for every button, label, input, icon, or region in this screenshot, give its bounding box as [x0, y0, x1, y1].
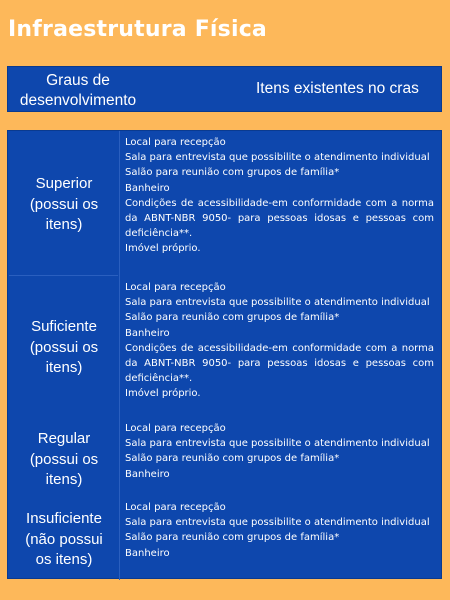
list-item: Salão para reunião com grupos de família*	[125, 167, 340, 179]
list-item: Banheiro	[125, 327, 170, 339]
grade-line: (possui os	[29, 450, 99, 468]
items-cell	[125, 500, 434, 561]
list-item: Banheiro	[125, 182, 170, 194]
grade-line: itens)	[45, 359, 83, 376]
grade-line: Superior	[35, 175, 93, 192]
list-item: Salão para reunião com grupos de família*	[125, 453, 340, 465]
list-item: Condições de acessibilidade-em conformidade com a norma da ABNT-NBR 9050- para pessoas idosas e pessoas com deficiência**.	[125, 342, 434, 385]
list-item: Condições de acessibilidade-em conformidade com a norma da ABNT-NBR 9050- para pessoas idosas e pessoas com deficiência**.	[125, 197, 434, 240]
column-divider	[119, 131, 120, 580]
grade-line: Insuficiente	[26, 510, 102, 527]
table-header	[7, 66, 442, 112]
list-item: Salão para reunião com grupos de família*	[125, 532, 340, 544]
list-item: Local para recepção	[125, 502, 226, 513]
list-item: Banheiro	[125, 547, 170, 559]
items-cell	[125, 280, 434, 402]
grade-line: os itens)	[35, 551, 93, 568]
header-grades-column	[8, 71, 148, 111]
list-item: Local para recepção	[125, 423, 226, 434]
grade-line: (não possui	[25, 530, 103, 548]
grade-line: (possui os	[29, 338, 99, 356]
header-grades-line-2: desenvolvimento	[19, 92, 137, 109]
header-grades-line-1: Graus de	[46, 72, 110, 89]
grade-cell	[10, 317, 118, 379]
row-divider	[9, 275, 118, 276]
list-item: Local para recepção	[125, 282, 226, 293]
header-items-column: Itens existentes no cras	[256, 80, 419, 97]
list-item: Imóvel próprio.	[125, 243, 201, 255]
list-item: Sala para entrevista que possibilite o atendimento individual	[125, 152, 430, 164]
grade-line: itens)	[45, 216, 83, 233]
list-item: Local para recepção	[125, 137, 226, 148]
list-item: Sala para entrevista que possibilite o atendimento individual	[125, 297, 430, 309]
grade-cell	[10, 429, 118, 491]
grade-line: Suficiente	[31, 318, 97, 335]
list-item: Imóvel próprio.	[125, 388, 201, 400]
items-cell	[125, 421, 434, 482]
grade-cell	[10, 174, 118, 236]
list-item: Banheiro	[125, 468, 170, 480]
grade-line: (possui os	[29, 195, 99, 213]
items-cell	[125, 135, 434, 257]
infrastructure-table	[7, 130, 442, 579]
grade-line: itens)	[45, 471, 83, 488]
list-item: Sala para entrevista que possibilite o atendimento individual	[125, 517, 430, 529]
list-item: Sala para entrevista que possibilite o atendimento individual	[125, 438, 430, 450]
grade-line: Regular	[37, 430, 91, 447]
page-title: Infraestrutura Física	[8, 17, 267, 42]
grade-cell	[10, 509, 118, 571]
list-item: Salão para reunião com grupos de família*	[125, 312, 340, 324]
